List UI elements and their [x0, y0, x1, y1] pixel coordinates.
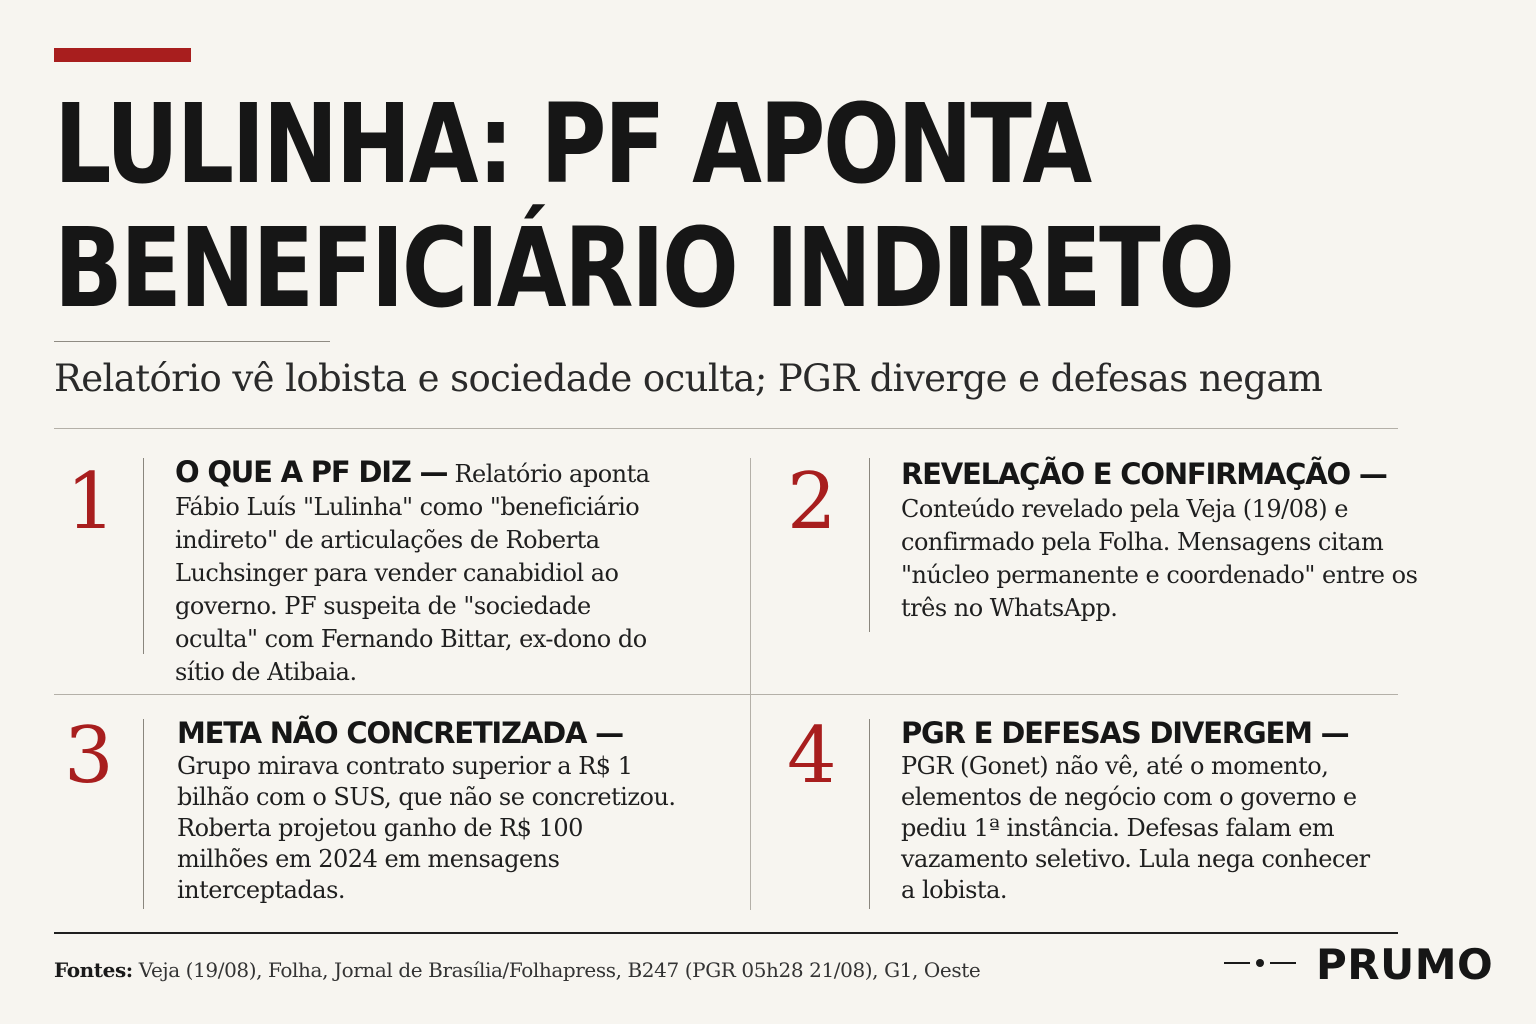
item-number-4: 4 [787, 711, 837, 801]
grid-divider-top [54, 428, 1398, 429]
item-text-4 [901, 718, 1381, 906]
item-title-2: REVELAÇÃO E CONFIRMAÇÃO — [901, 457, 1387, 491]
headline-line-2: BENEFICIÁRIO INDIRETO [54, 204, 1233, 332]
item-number-3: 3 [64, 711, 114, 801]
item-number-2: 2 [787, 457, 837, 547]
headline-line-1: LULINHA: PF APONTA [54, 80, 1090, 208]
item-separator-1 [143, 458, 144, 654]
item-separator-2 [869, 458, 870, 632]
item-body-4: PGR (Gonet) não vê, até o momento, elementos de negócio com o governo e pediu 1ª instância. Defesas falam em vazamento seletivo. Lula nega conhecer a lobista. [901, 752, 1370, 904]
brand-logo [1222, 940, 1497, 992]
item-body-2: Conteúdo revelado pela Veja (19/08) e confirmado pela Folha. Mensagens citam "núcleo permanente e coordenado" entre os três no WhatsApp. [901, 495, 1418, 622]
item-body-1: Relatório aponta Fábio Luís "Lulinha" como "beneficiário indireto" de articulações de Roberta Luchsinger para vender canabidiol ao governo. PF suspeita de "sociedade oculta" com Fernando Bittar, ex-dono do sítio de Atibaia. [175, 460, 650, 686]
headline-divider [54, 341, 330, 342]
sources-text: Veja (19/08), Folha, Jornal de Brasília/Folhapress, B247 (PGR 05h28 21/08), G1, Oeste [132, 958, 981, 982]
plumb-line-icon [1222, 958, 1302, 968]
brand-name: PRUMO [1316, 940, 1494, 989]
headline [54, 82, 1235, 330]
footer-divider [54, 932, 1398, 934]
grid-divider-vertical [750, 458, 751, 910]
sources-line [54, 955, 980, 985]
item-title-3: META NÃO CONCRETIZADA — [177, 716, 623, 750]
item-body-3: Grupo mirava contrato superior a R$ 1 bilhão com o SUS, que não se concretizou. Roberta projetou ganho de R$ 100 milhões em 2024 em mensagens interceptadas. [177, 752, 676, 904]
item-separator-4 [869, 719, 870, 909]
item-number-1: 1 [66, 457, 116, 547]
item-text-2 [901, 458, 1426, 625]
accent-bar [54, 48, 191, 62]
subheadline: Relatório vê lobista e sociedade oculta; PGR diverge e defesas negam [54, 357, 1323, 400]
item-text-1 [175, 456, 680, 689]
item-title-4: PGR E DEFESAS DIVERGEM — [901, 716, 1349, 750]
grid-divider-middle [54, 694, 1398, 695]
item-title-1: O QUE A PF DIZ — [175, 455, 448, 489]
item-separator-3 [143, 719, 144, 909]
sources-label: Fontes: [54, 958, 133, 982]
item-text-3 [177, 718, 677, 906]
